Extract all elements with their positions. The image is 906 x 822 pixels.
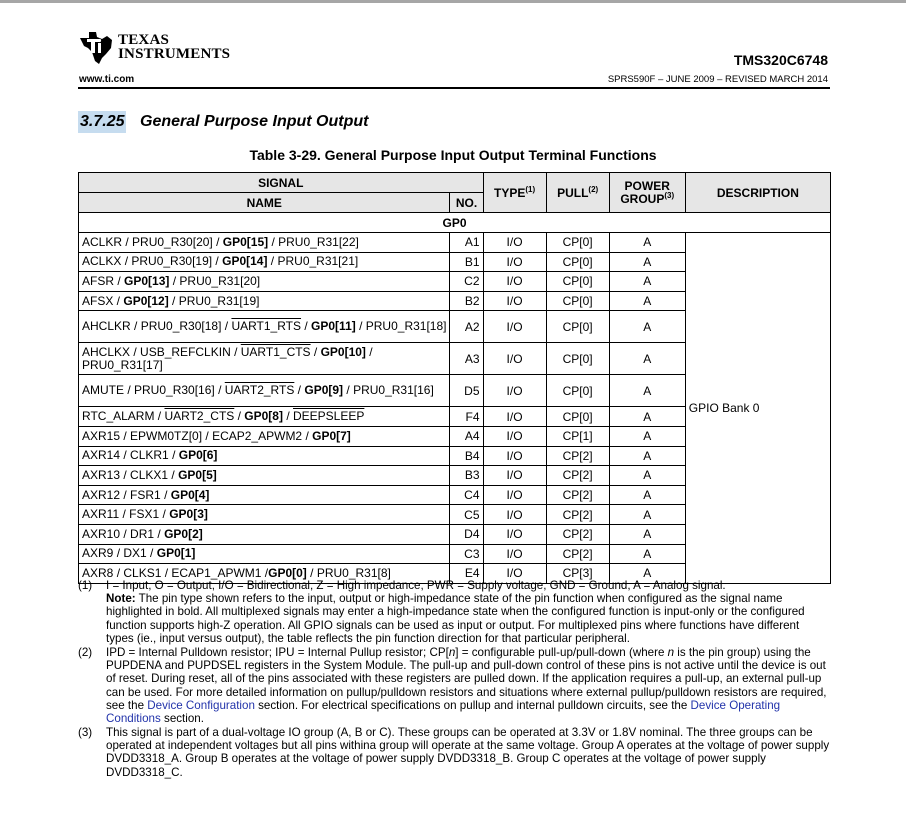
pin-number: C5 [450,505,483,525]
part-number: TMS320C6748 [733,52,828,68]
pin-number: C3 [450,544,483,564]
pin-pull: CP[2] [546,544,609,564]
header-pull: PULL$^{(2)}$ [546,173,609,213]
footnote-3-text: This signal is part of a dual-voltage IO group (A, B or C). These groups can be operated at 3.3V or 1.8V nominal. The three groups can be operated at independent voltages but all pins withina group will operate at the same voltage. Group A operates at the voltage of power supply DVDD3318_A. Group B operates at the voltage of power supply DVDD3318_B. Group C operates at the voltage of power supply DVDD3318_C. [106,726,830,779]
signal-name: AXR9 / DX1 / GP0[1] [79,544,450,564]
section-title: General Purpose Input Output [140,113,369,130]
power-group: A [609,311,685,343]
signal-name: AXR13 / CLKX1 / GP0[5] [79,466,450,486]
power-group: A [609,343,685,375]
pin-pull: CP[0] [546,407,609,427]
pin-type: I/O [483,311,546,343]
pin-type: I/O [483,407,546,427]
pin-type: I/O [483,446,546,466]
header-description: DESCRIPTION [685,173,830,213]
pin-number: E4 [450,564,483,584]
signal-name: AMUTE / PRU0_R30[16] / UART2_RTS / GP0[9] / PRU0_R31[16] [79,375,450,407]
pin-pull: CP[0] [546,233,609,253]
pin-pull: CP[2] [546,466,609,486]
footnote-3-number: (3) [78,726,93,739]
pin-number: C4 [450,485,483,505]
signal-name: AXR11 / FSX1 / GP0[3] [79,505,450,525]
signal-name: AXR10 / DR1 / GP0[2] [79,524,450,544]
pin-pull: CP[0] [546,291,609,311]
header-rule [78,87,830,89]
pin-number: A2 [450,311,483,343]
device-configuration-link[interactable]: Device Configuration [147,698,255,712]
pin-number: B4 [450,446,483,466]
power-group: A [609,485,685,505]
power-group: A [609,233,685,253]
signal-name: AFSX / GP0[12] / PRU0_R31[19] [79,291,450,311]
power-group: A [609,407,685,427]
pin-pull: CP[2] [546,505,609,525]
pin-type: I/O [483,343,546,375]
signal-name: AXR8 / CLKS1 / ECAP1_APWM1 /GP0[0] / PRU0_R31[8] [79,564,450,584]
power-group: A [609,291,685,311]
website-link[interactable]: www.ti.com [79,74,135,85]
pin-type: I/O [483,426,546,446]
power-group: A [609,544,685,564]
signal-name: AXR12 / FSR1 / GP0[4] [79,485,450,505]
pin-type: I/O [483,505,546,525]
pin-pull: CP[2] [546,446,609,466]
pin-pull: CP[2] [546,485,609,505]
pin-type: I/O [483,272,546,292]
power-group: A [609,505,685,525]
ti-logo [78,28,230,66]
table-title: Table 3-29. General Purpose Input Output Terminal Functions [249,147,657,163]
signal-name: ACLKR / PRU0_R30[20] / GP0[15] / PRU0_R31[22] [79,233,450,253]
pin-number: D5 [450,375,483,407]
header-no: NO. [450,193,483,213]
pin-number: F4 [450,407,483,427]
footnote-1-text: I = Input, O = Output, I/O = Bidirectional, Z = High impedance, PWR = Supply voltage, GND = Ground, A = Analog signal. [106,579,726,592]
pin-pull: CP[0] [546,272,609,292]
pin-pull: CP[0] [546,252,609,272]
power-group: A [609,272,685,292]
header-type: TYPE$^{(1)}$ [483,173,546,213]
signal-name: AXR15 / EPWM0TZ[0] / ECAP2_APWM2 / GP0[7] [79,426,450,446]
footnote-2-text-c: is the pin group) using the PUPDENA and PUPDSEL registers in the System Module. The pull-up and pull-down control of these pins is not active until the device is out of reset. During reset, all of the pins associated with these registers are pulled down. If the application requires a pull-up, an external pull-up can be used. For more detailed information on pullup/pulldown resistors and situations where external pullup/pulldown resistors are required, see the [106,646,827,712]
pin-type: I/O [483,375,546,407]
top-border [0,0,906,3]
power-group: A [609,446,685,466]
header-signal: SIGNAL [79,173,484,193]
pin-type: I/O [483,252,546,272]
footnote-1-note: The pin type shown refers to the input, output or high-impedance state of the pin function when configured as the signal name highlighted in bold. All multiplexed signals may enter a high-impedance state when the configured function is input-only or the configured function supports high-Z operation. All GPIO signals can be used as input or output. For multiplexed pins where functions have different types (ie., input versus output), the table reflects the pin function direction for that particular peripheral. [106,592,805,645]
gpio-table [78,172,831,584]
pin-pull: CP[1] [546,426,609,446]
footnote-2-text-a: IPD = Internal Pulldown resistor; IPU = Internal Pullup resistor; CP[ [106,646,449,659]
description-cell: GPIO Bank 0 [685,233,830,584]
group-row: GP0 [79,213,831,233]
footnote-1-note-label: Note: [106,592,136,606]
pin-number: B3 [450,466,483,486]
footnote-2-text-d: section. For electrical specifications on pullup and internal pulldown circuits, see the [254,698,691,712]
signal-name: AHCLKX / USB_REFCLKIN / UART1_CTS / GP0[10] / PRU0_R31[17] [79,343,450,375]
pin-type: I/O [483,466,546,486]
pin-pull: CP[0] [546,375,609,407]
pin-number: C2 [450,272,483,292]
footnote-2-text-b: ] = configurable pull-up/pull-down (where [455,646,668,659]
power-group: A [609,252,685,272]
header-power-group: POWER GROUP$^{(3)}$ [609,173,685,213]
pin-pull: CP[0] [546,343,609,375]
signal-name: AFSR / GP0[13] / PRU0_R31[20] [79,272,450,292]
pin-number: B2 [450,291,483,311]
footnote-2-number: (2) [78,646,93,659]
logo-line1: TEXAS [118,32,170,48]
footnote-2-text-e: section. [160,712,204,726]
pin-type: I/O [483,544,546,564]
pin-pull: CP[2] [546,524,609,544]
pin-type: I/O [483,564,546,584]
power-group: A [609,524,685,544]
power-group: A [609,466,685,486]
footnote-3 [78,726,830,779]
doc-revision: SPRS590F – JUNE 2009 – REVISED MARCH 2014 [607,74,828,85]
pin-type: I/O [483,485,546,505]
pin-number: D4 [450,524,483,544]
signal-name: AXR14 / CLKR1 / GP0[6] [79,446,450,466]
device-operating-conditions-link[interactable]: Device Operating Conditions [106,698,781,726]
signal-name: RTC_ALARM / UART2_CTS / GP0[8] / DEEPSLEEP [79,407,450,427]
power-group: A [609,426,685,446]
signal-name: ACLKX / PRU0_R30[19] / GP0[14] / PRU0_R31[21] [79,252,450,272]
logo-line2: INSTRUMENTS [118,46,231,62]
table-row [79,233,831,253]
footnote-2-n2: n [667,646,675,659]
header-name: NAME [79,193,450,213]
pin-number: A3 [450,343,483,375]
footnote-2-n1: n [448,646,456,659]
pin-pull: CP[3] [546,564,609,584]
footnote-1 [78,579,830,645]
pin-pull: CP[0] [546,311,609,343]
signal-name: AHCLKR / PRU0_R30[18] / UART1_RTS / GP0[11] / PRU0_R31[18] [79,311,450,343]
pin-type: I/O [483,291,546,311]
pin-number: A4 [450,426,483,446]
pin-number: A1 [450,233,483,253]
pin-type: I/O [483,524,546,544]
pin-type: I/O [483,233,546,253]
ti-logo-icon [78,28,114,66]
power-group: A [609,375,685,407]
footnote-1-number: (1) [78,579,93,592]
section-number: 3.7.25 [78,111,126,133]
power-group: A [609,564,685,584]
pin-number: B1 [450,252,483,272]
footnote-2 [78,646,830,725]
